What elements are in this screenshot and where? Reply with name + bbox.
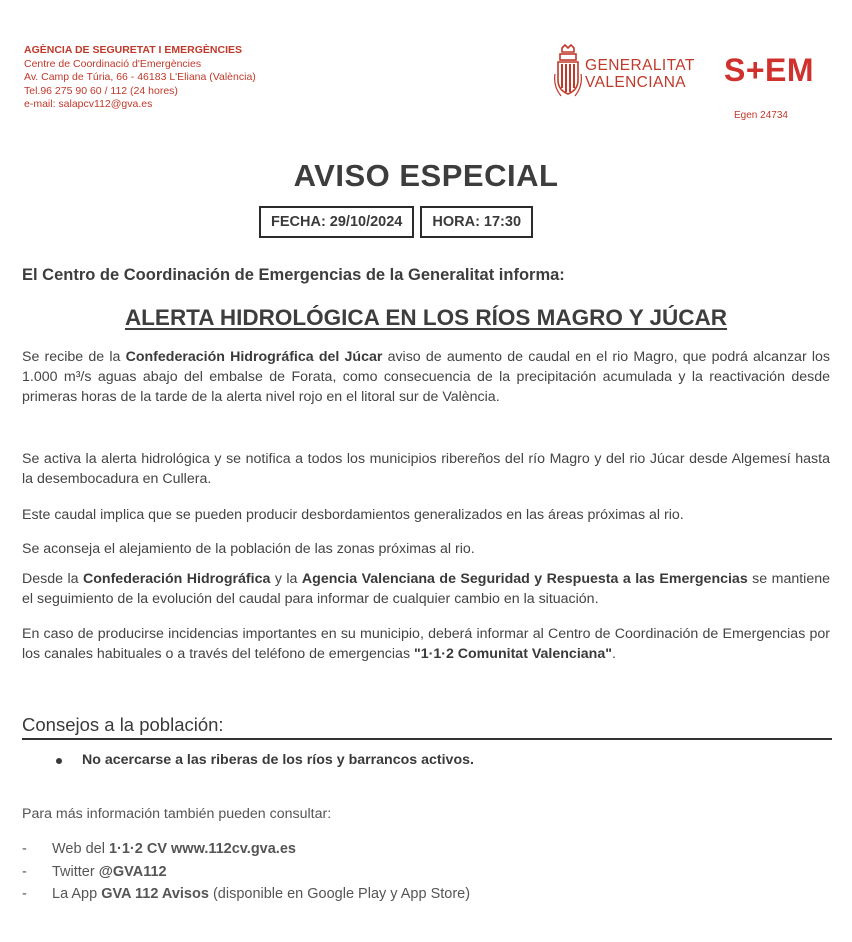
p5-text-b: Confederación Hidrográfica: [83, 571, 271, 587]
egen-code: Egen 24734: [734, 110, 788, 121]
p6-text-a: En caso de producirse incidencias importantes en su municipio, deberá informar al Centro de Coordinación de Emergencias por los canales habituales o a través del teléfono de emergencias: [22, 626, 830, 662]
paragraph-5: [22, 569, 830, 609]
link-app-value[interactable]: GVA 112 Avisos: [101, 886, 209, 902]
bullet-icon: [56, 758, 62, 764]
generalitat-logo: [553, 44, 703, 104]
more-info-text: Para más información también pueden consultar:: [22, 806, 332, 822]
gva-line-1: GENERALITAT: [585, 57, 695, 74]
p5-text-e: se mantiene el seguimiento de la evolución del caudal para informar de cualquier cambio en la situación.: [22, 571, 831, 607]
p1-text-a: Se recibe de la: [22, 349, 126, 365]
paragraph-1: [22, 347, 830, 407]
list-dash: -: [22, 886, 27, 902]
gva-line-2: VALENCIANA: [585, 74, 687, 91]
agency-phone: Tel.96 275 90 60 / 112 (24 hores): [24, 84, 178, 97]
alert-title: ALERTA HIDROLÓGICA EN LOS RÍOS MAGRO Y JÚCAR: [124, 305, 728, 330]
page-title: AVISO ESPECIAL: [293, 158, 559, 193]
list-dash: -: [22, 841, 27, 857]
p5-text-c: y la: [270, 571, 302, 587]
link-app[interactable]: [22, 883, 470, 906]
paragraph-6: [22, 624, 830, 664]
time-field: HORA: 17:30: [420, 206, 533, 238]
agency-header: [24, 44, 256, 112]
date-time-box: [259, 206, 533, 236]
p6-text-c: .: [611, 646, 616, 662]
consejos-heading: Consejos a la población:: [22, 714, 832, 740]
date-field: FECHA: 29/10/2024: [259, 206, 414, 238]
agency-center: Centre de Coordinació d'Emergències: [24, 57, 202, 70]
agency-name: AGÈNCIA DE SEGURETAT I EMERGÈNCIES: [24, 44, 242, 56]
paragraph-3: Este caudal implica que se pueden producir desbordamientos generalizados en las áreas próximas al rio.: [22, 507, 684, 523]
link-web-value[interactable]: 1·1·2 CV www.112cv.gva.es: [108, 841, 296, 857]
coat-of-arms-icon: [553, 44, 583, 104]
consejo-item: [60, 752, 474, 768]
p1-text-b: Confederación Hidrográfica del Júcar: [125, 349, 383, 365]
links-list: [22, 838, 470, 906]
agency-address: Av. Camp de Túria, 66 - 46183 L'Eliana (València): [24, 71, 256, 83]
link-twitter[interactable]: [22, 861, 470, 884]
agency-email: e-mail: salapcv112@gva.es: [24, 98, 153, 110]
link-app-prefix: La App: [52, 886, 102, 902]
paragraph-4: Se aconseja el alejamiento de la población de las zonas próximas al rio.: [22, 541, 475, 557]
paragraph-2: Se activa la alerta hidrológica y se notifica a todos los municipios ribereños del río Magro y del rio Júcar desde Algemesí hasta la desembocadura en Cullera.: [22, 451, 830, 487]
p6-text-b: "1·1·2 Comunitat Valenciana": [413, 646, 612, 662]
p1-text-c: aviso de aumento de caudal en el rio Magro, que podrá alcanzar los 1.000 m³/s aguas abajo del embalse de Forata, como consecuencia de la precipitación acumulada y la reactivación desde primeras horas de la tarde de la alerta nivel rojo en el litoral sur de València.: [22, 349, 830, 405]
p5-text-d: Agencia Valenciana de Seguridad y Respuesta a las Emergencias: [301, 571, 748, 587]
p5-text-a: Desde la: [22, 571, 83, 587]
link-twitter-value[interactable]: @GVA112: [98, 863, 167, 880]
list-dash: -: [22, 863, 27, 880]
link-web[interactable]: [22, 838, 470, 861]
sem-logo: S+EM: [724, 52, 815, 88]
link-twitter-prefix: Twitter: [52, 863, 99, 880]
link-app-suffix: (disponible en Google Play y App Store): [208, 886, 471, 902]
consejo-text: No acercarse a las riberas de los ríos y barrancos activos.: [82, 752, 474, 768]
link-web-prefix: Web del: [52, 841, 109, 857]
informs-heading: El Centro de Coordinación de Emergencias de la Generalitat informa:: [22, 266, 565, 284]
